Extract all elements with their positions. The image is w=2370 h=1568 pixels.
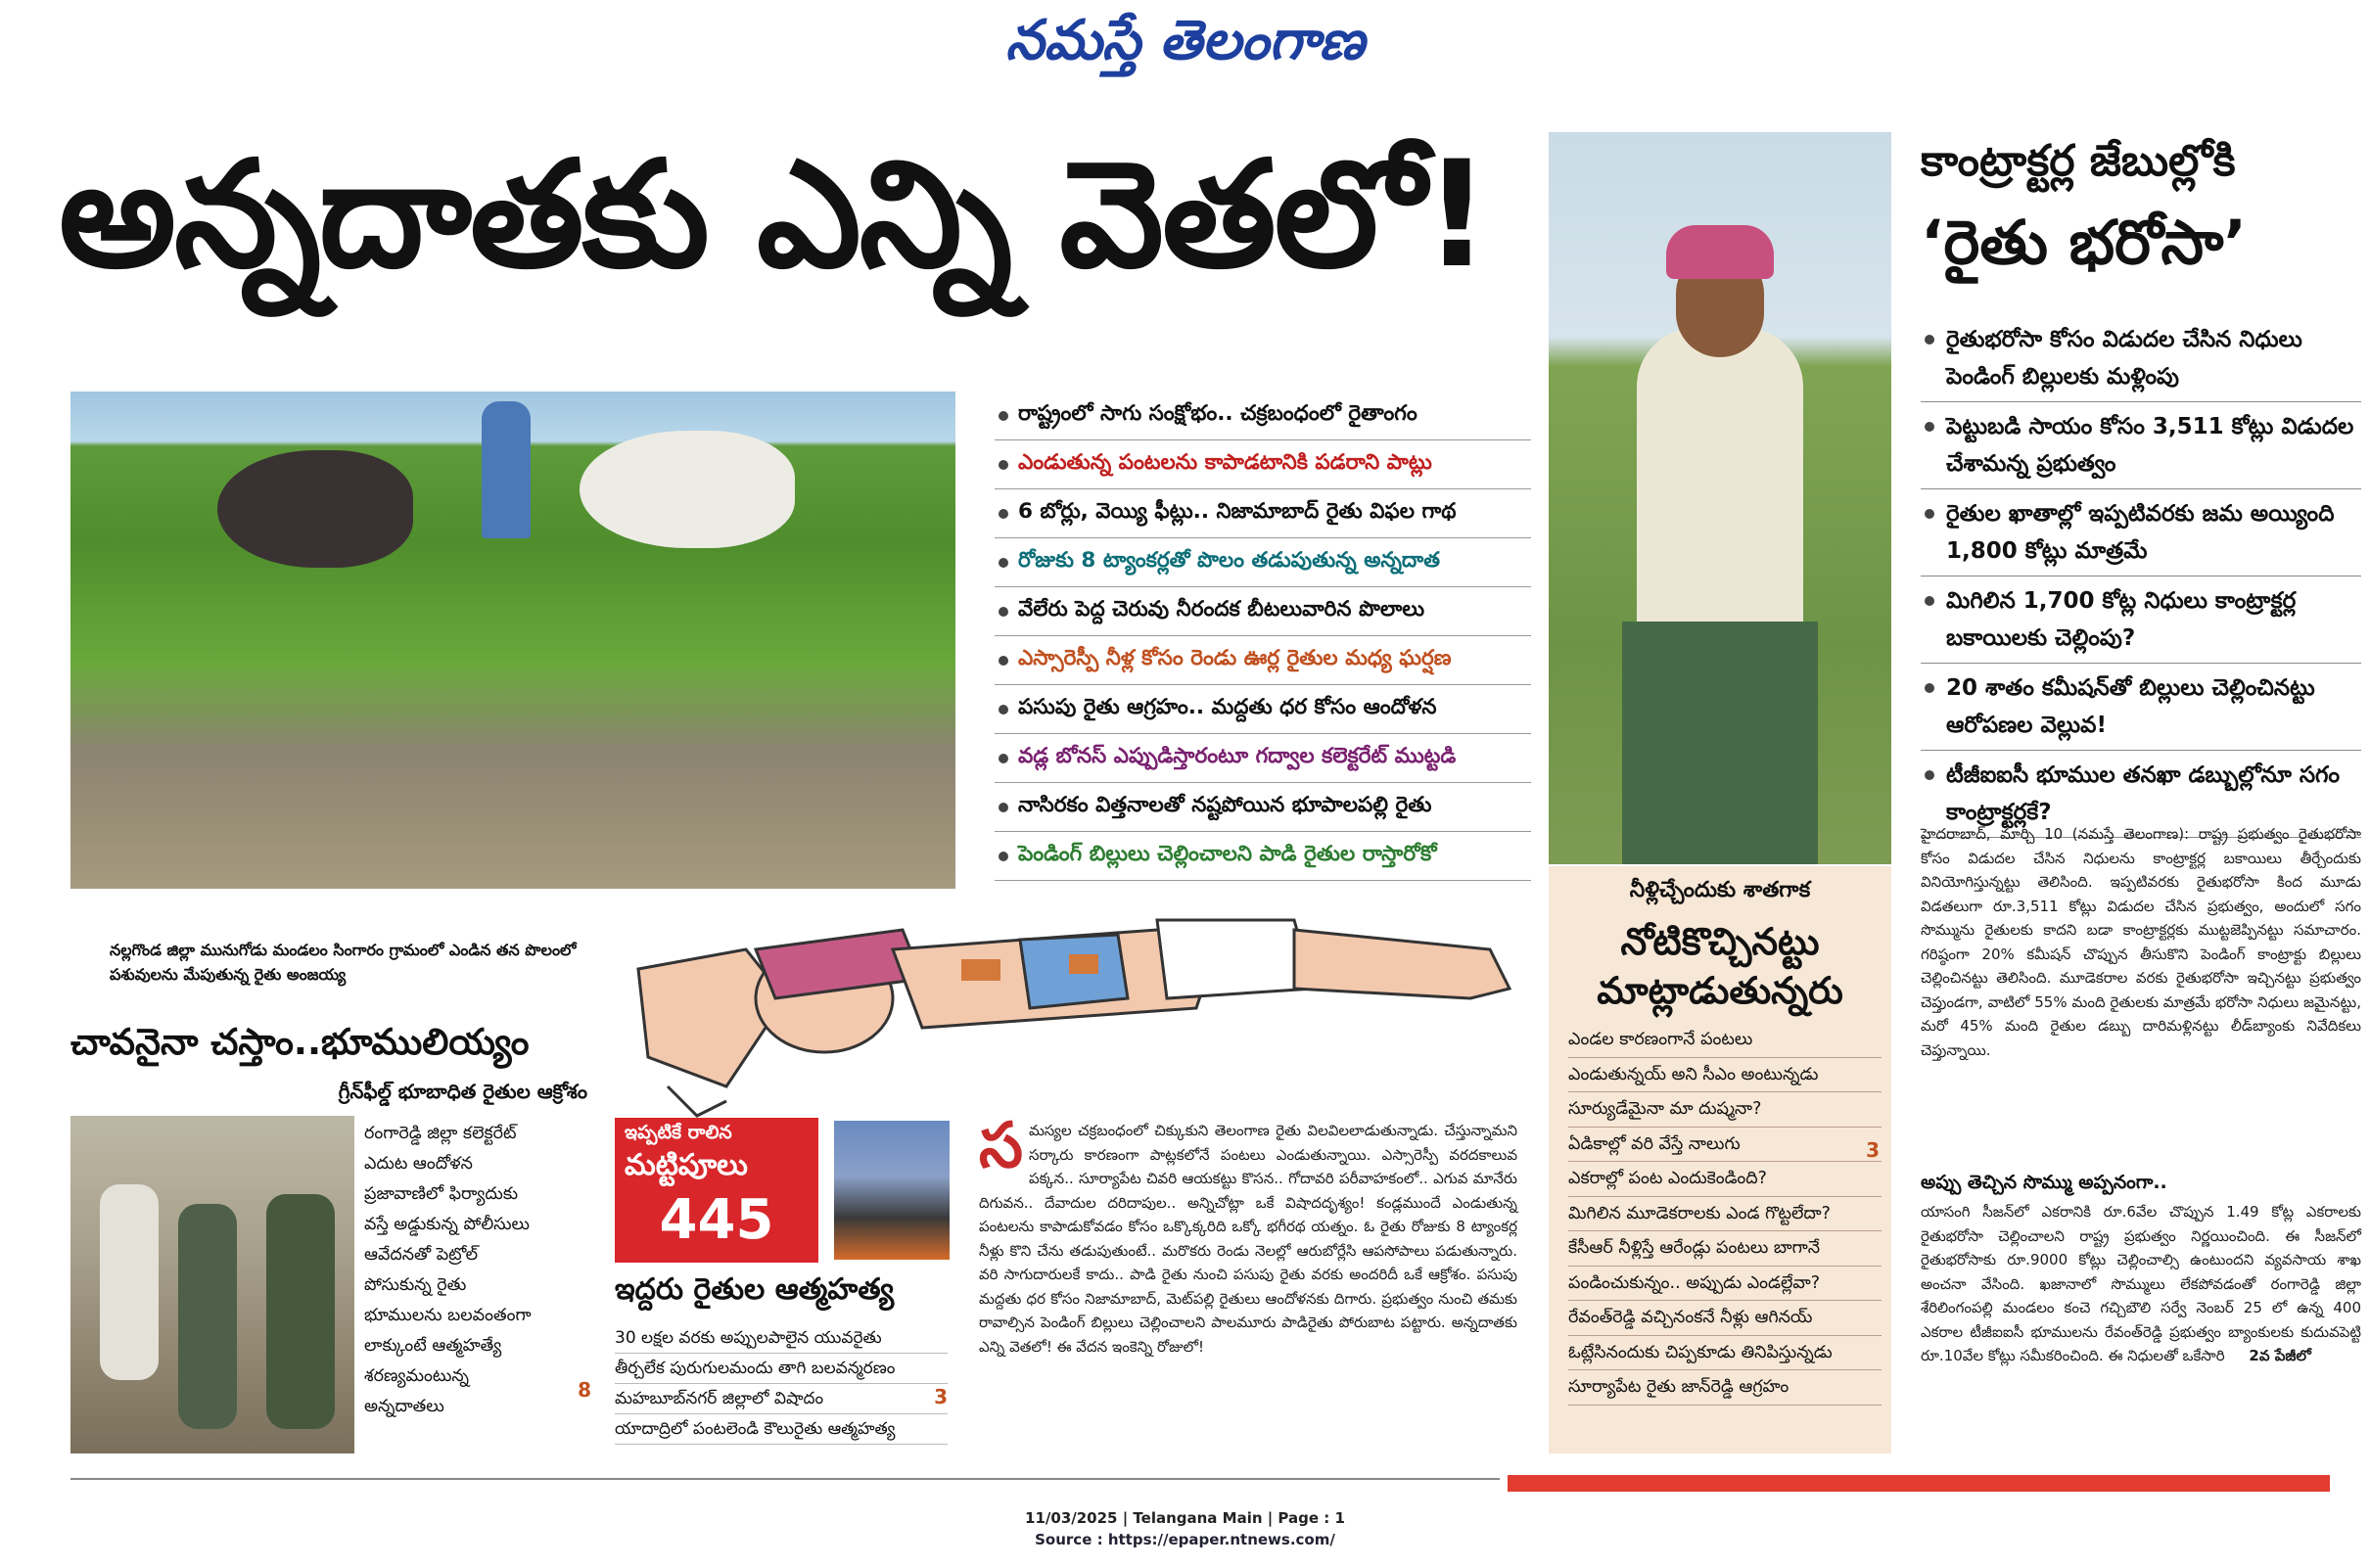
left-story-line: వస్తే అడ్డుకున్న పోలీసులు — [364, 1215, 530, 1234]
page-footer — [0, 1507, 2370, 1550]
right-story-subhead: అప్పు తెచ్చిన సొమ్ము అప్పనంగా.. — [1921, 1172, 2167, 1193]
right-story-body-2 — [1921, 1200, 2361, 1368]
right-headline-line2: ‘రైతు భరోసా’ — [1921, 207, 2247, 278]
bullet-dot-icon — [999, 558, 1008, 568]
right-highlight-item — [1921, 576, 2361, 664]
bullet-dot-icon — [999, 705, 1008, 715]
highlight-item — [995, 538, 1531, 587]
right-highlight-item — [1921, 402, 2361, 489]
quote-line: ఎండుతున్నయ్ అని సీఎం అంటున్నడు — [1568, 1058, 1882, 1093]
farmer-shirt — [1637, 328, 1803, 641]
main-story — [979, 1110, 1517, 1359]
right-highlight-item — [1921, 315, 2361, 402]
highlight-text: నాసిరకం విత్తనాలతో నష్టపోయిన భూపాలపల్లి రైతు — [1018, 792, 1432, 817]
mid-story-jump[interactable]: 3 — [934, 1385, 948, 1408]
right-highlight-text: టీజీఐఐసీ భూముల తనఖా డబ్బుల్లోనూ సగం కాంట్రాక్టర్లకే? — [1946, 762, 2341, 825]
quote-line: మిగిలిన మూడెకరాలకు ఎండ గొట్టలేదా? — [1568, 1197, 1882, 1232]
bullet-dot-icon — [1925, 683, 1934, 693]
mid-story-line: తీర్చలేక పురుగులమందు తాగి బలవన్మరణం — [615, 1354, 948, 1384]
left-story-line: శరణ్యమంటున్న — [364, 1366, 469, 1386]
farmer-lungi — [1622, 622, 1818, 864]
highlight-text: ఎండుతున్న పంటలను కాపాడటానికి పడరాని పాట్లు — [1018, 449, 1432, 475]
bullet-dot-icon — [999, 754, 1008, 763]
quote-line: ఎండల కారణంగానే పంటలు — [1568, 1023, 1882, 1058]
main-story-dropcap: స — [979, 1110, 1023, 1182]
quote-lines — [1549, 1015, 1891, 1406]
left-story-line: ఆవేదనతో పెట్రోల్ — [364, 1245, 479, 1265]
highlight-item — [995, 685, 1531, 734]
mid-story-line: 30 లక్షల వరకు అప్పులపాలైన యువరైతు — [615, 1323, 948, 1354]
left-story-line: లాక్కుంటే ఆత్మహత్యే — [364, 1336, 502, 1356]
highlight-text: పెండింగ్ బిల్లులు చెల్లించాలని పాడి రైతుల రాస్తారోకో — [1018, 841, 1437, 866]
quote-line: ఎకరాల్లో పంట ఎందుకెండింది? — [1568, 1162, 1882, 1197]
bullet-dot-icon — [1925, 509, 1934, 519]
bullet-dot-icon — [999, 803, 1008, 812]
highlight-text: రోజుకు 8 ట్యాంకర్లతో పొలం తడుపుతున్న అన్నదాత — [1018, 547, 1440, 573]
mid-story-line: యాదాద్రిలో పంటలెండి కౌలురైతు ఆత్మహత్య — [615, 1414, 948, 1445]
police-figure-2 — [266, 1194, 335, 1429]
right-highlights-list — [1921, 315, 2361, 838]
bullet-dot-icon — [999, 852, 1008, 861]
right-story-body: హైదరాబాద్, మార్చి 10 (నమస్తే తెలంగాణ): రాష్ట్ర ప్రభుత్వం రైతుభరోసా కోసం విడుదల చేసిన నిధులను కాంట్రాక్టర్ల బకాయిలు తీర్చేందుకు వినియోగిస్తున్నట్టు తెలిసింది. ఇప్పటివరకు రైతుభరోసా కింద మూడు విడతలుగా రూ.3,511 కోట్లు విడుదల చేసిన ప్రభుత్వం, అందులో సగం సొమ్మును రైతులకు కాదని బడా కాంట్రాక్టర్లకు ముట్టజెప్పినట్టు సమాచారం. గరిష్ఠంగా 20% కమీషన్ చొప్పున తీసుకొని పెండింగ్ కాంట్రాక్టు బిల్లులు చెల్లించినట్టు తెలిసింది. మూడెకరాల వరకు రైతుభరోసా ఇచ్చినట్టు ప్రభుత్వం చెప్తుండగా, వాటిలో 55% మంది రైతులకు మాత్రమే భరోసా నిధులు జమైనట్టు, మరో 45% మంది రైతుల డబ్బు దారిమళ్లినట్టు లీడ్‌బ్యాంకు నివేదికలు చెప్తున్నాయి. — [1921, 825, 2361, 1059]
bullet-dot-icon — [1925, 596, 1934, 606]
left-story-line: రంగారెడ్డి జిల్లా కలెక్టరేట్ — [364, 1124, 517, 1143]
right-headline-line1: కాంట్రాక్టర్ల జేబుల్లోకి — [1921, 136, 2236, 186]
right-highlight-text: రైతుభరోసా కోసం విడుదల చేసిన నిధులు పెండింగ్ బిల్లులకు మళ్లింపు — [1946, 327, 2302, 390]
highlight-item — [995, 636, 1531, 685]
highlight-item — [995, 783, 1531, 832]
footer-source-link[interactable]: Source : https://epaper.ntnews.com/ — [1035, 1531, 1335, 1548]
photo-caption: నల్లగొండ జిల్లా మునుగోడు మండలం సింగారం గ్రామంలో ఎండిన తన పొలంలో పశువులను మేపుతున్న రైతు అంజయ్య — [110, 941, 577, 984]
farmer-turban — [1666, 225, 1774, 279]
quote-kicker: నీళ్లిచ్చేందుకు శాతగాక — [1629, 878, 1811, 902]
main-story-text: మస్యల చక్రబంధంలో చిక్కుకుని తెలంగాణ రైతు విలవిలలాడుతున్నాడు. చేస్తున్నామని సర్కారు కారణంగా పాట్లకలోనే పంటలు ఎండుతున్నాయి. ఎస్సారెస్పీ వరదకాలువ పక్కన.. సూర్యాపేట చివరి ఆయకట్టు కొసన.. గోదావరి పరీవాహకంలో.. ఎగువ మానేరు దిగువన.. దేవాదుల దరిదాపుల.. అన్నిచోట్లా ఒకే విషాదదృశ్యం! కండ్లముందే ఎండుతున్న పంటలను కాపాడుకోవడం కోసం ఒక్కొక్కరిది ఒక్కో భగీరథ యత్నం. ఓ రైతు రోజుకు 8 ట్యాంకర్ల నీళ్లు కొని చేను తడుపుతుంటే.. మరొకరు రెండు నెలల్లో ఆరుబోర్లేసి ఆపసోపాలు పడుతున్నారు. వరి సాగుదారులకే కాదు.. పాడి రైతు నుంచి పసుపు రైతు వరకు అందరిదీ ఒకే ఆక్రోశం. పసుపు మద్దతు ధర కోసం నిజామాబాద్, మెట్‌పల్లి రైతులు ఆందోళనకు దిగారు. ప్రభుత్వం నుంచి తమకు రావాల్సిన పెండింగ్ బిల్లులు చెల్లించాలని పాలమూరు పాడిరైతు పోరుబాట పట్టారు. అన్నదాతకు ఎన్ని వెతలో! ఈ వేదన ఇంకెన్ని రోజులో! — [979, 1122, 1517, 1356]
highlights-list — [995, 392, 1531, 881]
quote-line: రేవంత్‌రెడ్డి వచ్చినంకనే నీళ్లు ఆగినయ్ — [1568, 1301, 1882, 1336]
bullet-dot-icon — [999, 656, 1008, 666]
right-story-body-2-text: యాసంగి సీజన్‌లో ఎకరానికి రూ.6వేల చొప్పున 1.49 కోట్ల ఎకరాలకు రైతుభరోసా చెల్లించాలని రాష్ట్ర ప్రభుత్వం నిర్ణయించింది. ఈ సీజన్‌లో రైతుభరోసాకు రూ.9000 కోట్లు చెల్లించాల్సి ఉంటుందని వ్యవసాయ శాఖ అంచనా వేసింది. ఖజానాలో సొమ్ములు లేకపోవడంతో రంగారెడ్డి జిల్లా శేరిలింగంపల్లి మండలం కంచె గచ్చిబౌలి సర్వే నెంబర్ 25 లో ఉన్న 400 ఎకరాల టీజీఐఐసీ భూములను రేవంత్‌రెడ్డి ప్రభుత్వం బ్యాంకులకు కుదువపెట్టి రూ.10వేల కోట్లు సమీకరించింది. ఈ నిధులతో ఒకేసారి — [1921, 1203, 2361, 1364]
badge-line1: ఇప్పటికే రాలిన — [625, 1122, 732, 1143]
bullet-dot-icon — [999, 411, 1008, 421]
left-story-line: భూములను బలవంతంగా — [364, 1306, 532, 1325]
right-highlight-text: 20 శాతం కమీషన్‌తో బిల్లులు చెల్లించినట్టు ఆరోపణల వెల్లువ! — [1946, 675, 2315, 738]
quote-line: సూర్యాపేట రైతు జాన్‌రెడ్డి ఆగ్రహం — [1568, 1370, 1882, 1406]
left-story-jump[interactable]: 8 — [578, 1378, 591, 1402]
main-headline: అన్నదాతకు ఎన్ని వెతలో! — [59, 130, 1489, 300]
right-highlight-item — [1921, 489, 2361, 576]
highlight-text: 6 బోర్లు, వెయ్యి ఫీట్లు.. నిజామాబాద్ రైతు విఫల గాథ — [1018, 498, 1457, 524]
badge-line2: మట్టిపూలు — [625, 1148, 748, 1182]
left-story-line: ఎదుట ఆందోళన — [364, 1154, 473, 1174]
highlight-text: వడ్ల బోనస్ ఎప్పుడిస్తారంటూ గద్వాల కలెక్టరేట్ ముట్టడి — [1018, 743, 1457, 768]
farmer-figure — [482, 401, 531, 538]
farmer-portrait-photo — [1549, 132, 1891, 864]
highlight-text: పసుపు రైతు ఆగ్రహం.. మద్దతు ధర కోసం ఆందోళన — [1018, 694, 1437, 719]
bottom-rule — [70, 1478, 1500, 1480]
bullet-dot-icon — [999, 460, 1008, 470]
highlight-text: వేలేరు పెద్ద చెరువు నీరందక బీటలువారిన పొలాలు — [1018, 596, 1425, 622]
highlight-item — [995, 440, 1531, 489]
left-story-line: పోసుకున్న రైతు — [364, 1275, 467, 1295]
masthead-logo: నమస్తే తెలంగాణ — [1005, 8, 1365, 72]
highlight-item — [995, 587, 1531, 636]
farmer-figure-1 — [100, 1184, 159, 1380]
quote-headline — [1549, 917, 1891, 1015]
bullet-dot-icon — [1925, 770, 1934, 780]
bullet-dot-icon — [999, 607, 1008, 617]
quote-line: కేసీఆర్ నీళ్లిస్తే ఆరేండ్లు పంటలు బాగానే — [1568, 1231, 1882, 1267]
suicides-count-badge — [615, 1118, 818, 1263]
quote-line: ఏడికాల్లో వరి వేస్తే నాలుగు — [1568, 1128, 1882, 1163]
quote-line: పండించుకున్నం.. అప్పుడు ఎండల్లేవా? — [1568, 1267, 1882, 1302]
police-figure — [178, 1204, 237, 1429]
highlight-text: రాష్ట్రంలో సాగు సంక్షోభం.. చక్రబంధంలో రైతాంగం — [1018, 400, 1417, 426]
highlight-item — [995, 392, 1531, 440]
right-highlight-text: రైతుల ఖాతాల్లో ఇప్పటివరకు జమ అయ్యింది 1,800 కోట్లు మాత్రమే — [1946, 501, 2335, 564]
bullet-dot-icon — [1925, 335, 1934, 345]
left-story-subhead: గ్రీన్‌ఫీల్డ్ భూబాధిత రైతుల ఆక్రోశం — [338, 1080, 587, 1103]
mid-story-line: మహబూబ్‌నగర్ జిల్లాలో విషాదం — [615, 1384, 948, 1414]
right-story-jump[interactable]: 2వ పేజీలో — [2249, 1347, 2311, 1364]
red-accent-bar — [1508, 1475, 2330, 1492]
right-highlight-item — [1921, 664, 2361, 751]
mid-story-lines — [615, 1323, 948, 1445]
highlight-item — [995, 489, 1531, 538]
left-story-headline: చావనైనా చస్తాం..భూములియ్యం — [70, 1021, 530, 1063]
farmer-quote-box — [1549, 866, 1891, 1453]
bullet-dot-icon — [1925, 422, 1934, 432]
right-column-headline — [1921, 132, 2361, 285]
black-cow-figure — [217, 450, 413, 568]
highlight-text: ఎస్సారెస్పీ నీళ్ల కోసం రెండు ఊర్ల రైతుల మధ్య ఘర్షణ — [1018, 645, 1452, 670]
protest-photo — [70, 1116, 354, 1453]
white-cow-figure — [580, 431, 795, 548]
quote-headline-line1: నోటికొచ్చినట్టు — [1620, 920, 1820, 963]
highlight-item — [995, 832, 1531, 881]
quote-jump[interactable]: 3 — [1866, 1138, 1880, 1162]
left-story-line: అన్నదాతలు — [364, 1397, 444, 1416]
highlight-item — [995, 734, 1531, 783]
fallen-farmer-cartoon — [609, 891, 1524, 1126]
right-highlight-text: మిగిలిన 1,700 కోట్ల నిధులు కాంట్రాక్టర్ల బకాయిలకు చెల్లింపు? — [1946, 588, 2297, 651]
quote-line: ఓట్లేసినందుకు చిప్పకూడు తినిపిస్తున్నడు — [1568, 1336, 1882, 1371]
quote-headline-line2: మాట్లాడుతున్నరు — [1597, 969, 1843, 1012]
mid-story-headline: ఇద్దరు రైతుల ఆత్మహత్య — [615, 1272, 895, 1307]
footer-date-line: 11/03/2025 | Telangana Main | Page : 1 — [1025, 1509, 1345, 1527]
dry-field-photo — [70, 392, 955, 889]
quote-line: సూర్యుడేమైనా మా దుష్మనా? — [1568, 1092, 1882, 1128]
left-story-lines — [364, 1119, 591, 1422]
badge-count: 445 — [659, 1188, 774, 1252]
left-story-line: ప్రజావాణిలో ఫిర్యాదుకు — [364, 1184, 519, 1204]
victim-photo — [834, 1121, 950, 1260]
right-highlight-text: పెట్టుబడి సాయం కోసం 3,511 కోట్లు విడుదల చేశామన్న ప్రభుత్వం — [1946, 414, 2354, 477]
bullet-dot-icon — [999, 509, 1008, 519]
